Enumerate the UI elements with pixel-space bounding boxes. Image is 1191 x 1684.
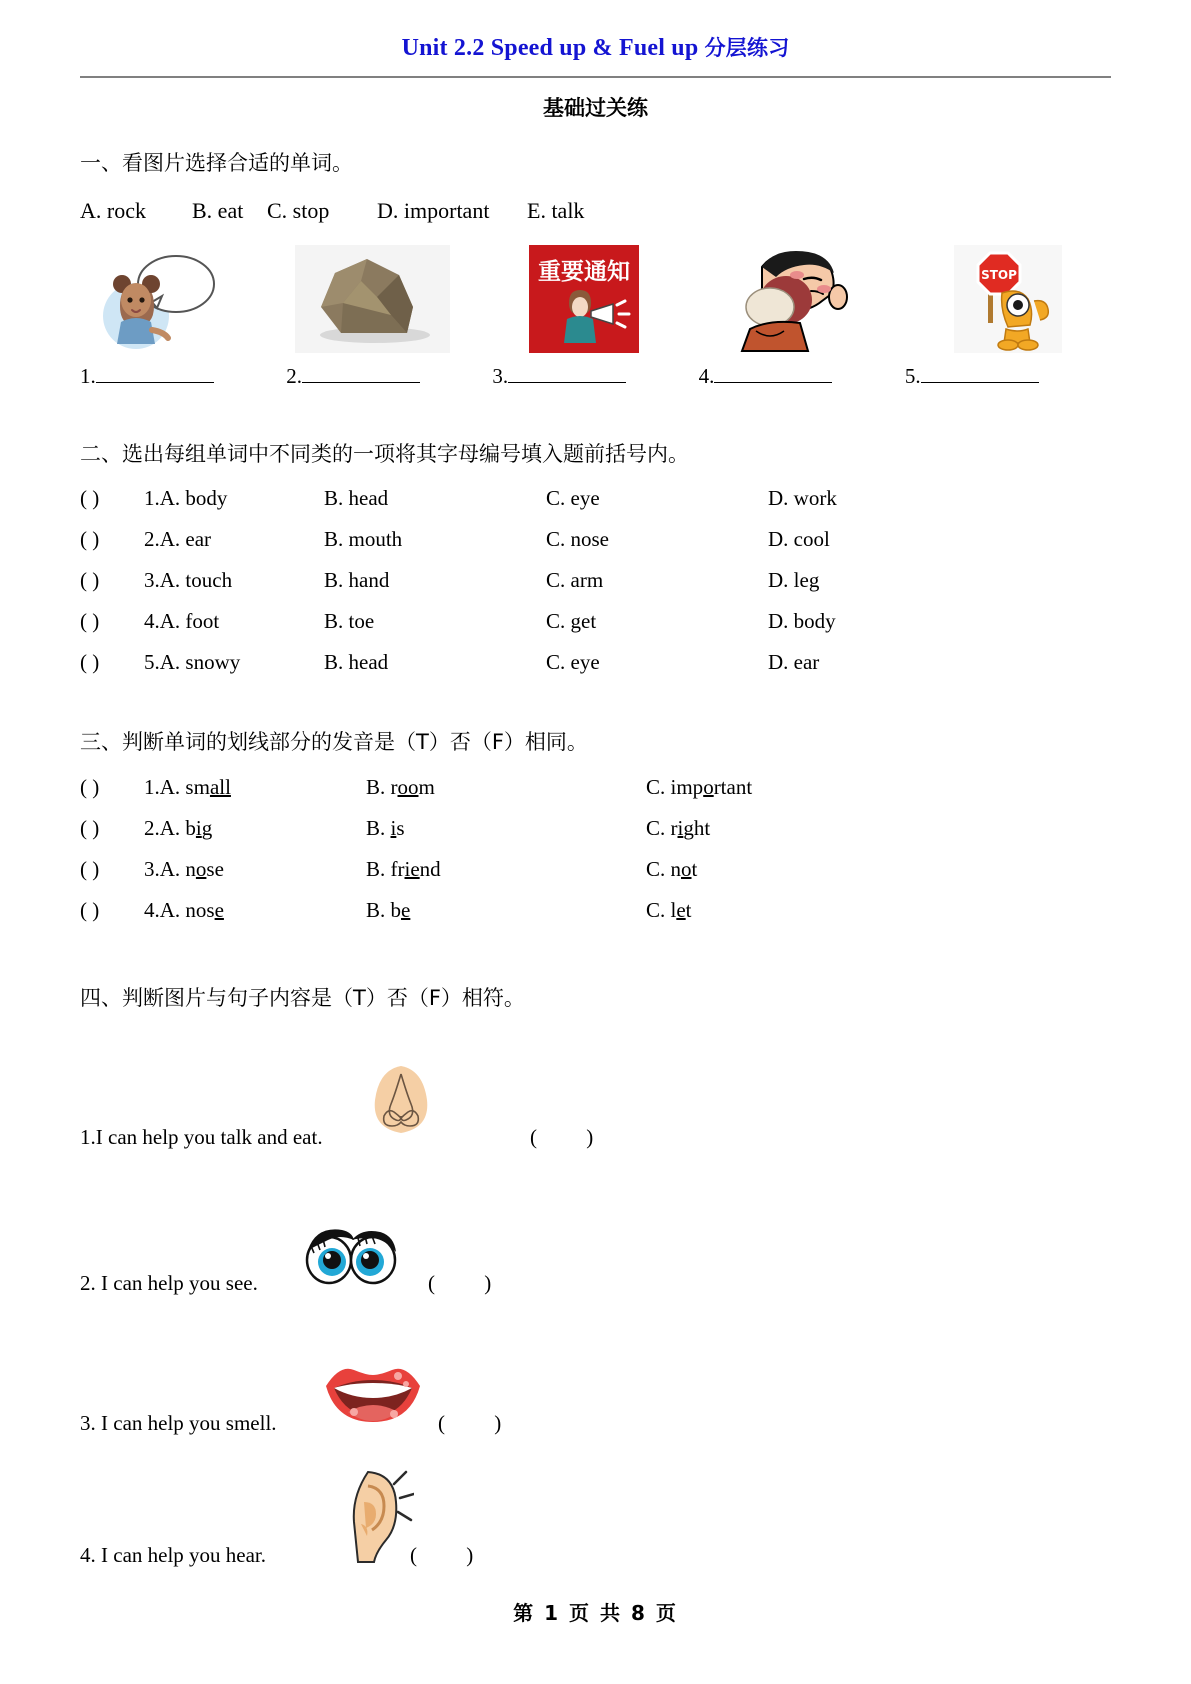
section-4-item-1	[80, 1032, 1111, 1150]
answer-blank-5-label: 5.	[904, 363, 921, 388]
word-option-d: D. important	[377, 197, 490, 223]
section-1-picture-row	[80, 242, 1111, 354]
girl-talking-speech-bubble-icon	[94, 244, 226, 354]
answer-blank-2-label: 2.	[286, 363, 302, 388]
answer-parenthesis[interactable]: ( )	[80, 650, 100, 674]
section-3-question-row	[80, 816, 1111, 841]
section-2-question-row	[80, 527, 1111, 552]
answer-parenthesis[interactable]: ( )	[410, 1543, 496, 1567]
eyes-icon	[302, 1216, 400, 1288]
header-divider	[80, 76, 1111, 78]
answer-parenthesis[interactable]: ( )	[80, 568, 100, 592]
question-2-2-option-b: B. mouth	[324, 527, 403, 551]
section-4-item-1-text: 1.I can help you talk and eat.	[80, 1125, 323, 1149]
section-4-item-3	[80, 1318, 1111, 1436]
section-1-word-options	[80, 198, 1111, 224]
question-3-4-option-c: C. let	[646, 897, 692, 922]
svg-text:重要通知: 重要通知	[538, 258, 630, 285]
answer-parenthesis[interactable]: ( )	[80, 897, 100, 922]
question-2-4-option-c: C. get	[546, 609, 597, 633]
answer-parenthesis[interactable]: ( )	[80, 486, 100, 510]
question-2-2-option-a: 2.A. ear	[144, 527, 212, 551]
question-2-1-option-c: C. eye	[546, 486, 600, 510]
section-2-question-row	[80, 486, 1111, 511]
answer-blank-4[interactable]	[699, 364, 905, 389]
answer-parenthesis[interactable]: ( )	[80, 856, 100, 881]
question-3-2-option-a: 2.A. big	[144, 815, 213, 840]
answer-blank-4-label: 4.	[698, 363, 715, 388]
word-option-e: E. talk	[527, 197, 585, 223]
question-2-5-option-c: C. eye	[546, 650, 600, 674]
answer-parenthesis[interactable]: ( )	[80, 527, 100, 551]
picture-1-cell	[80, 244, 240, 354]
stop-sign-character-icon	[954, 245, 1062, 353]
nose-icon	[370, 1064, 432, 1136]
section-4-item-4	[80, 1450, 1111, 1568]
page-footer: 第 1 页 共 8 页	[513, 1601, 678, 1625]
answer-parenthesis[interactable]: ( )	[530, 1125, 616, 1149]
question-2-5-option-d: D. ear	[768, 650, 820, 674]
answer-blank-1[interactable]	[80, 364, 286, 389]
word-option-a: A. rock	[80, 197, 146, 223]
question-2-3-option-d: D. leg	[768, 568, 820, 592]
question-3-3-option-a: 3.A. nose	[144, 856, 224, 881]
question-3-1-option-a: 1.A. small	[144, 774, 231, 799]
answer-parenthesis[interactable]: ( )	[80, 609, 100, 633]
question-3-3-option-b: B. friend	[366, 856, 441, 881]
section-4-item-2-text: 2. I can help you see.	[80, 1271, 258, 1295]
answer-blank-3-line[interactable]	[508, 368, 626, 383]
answer-parenthesis[interactable]: ( )	[438, 1411, 524, 1435]
question-3-1-option-c: C. important	[646, 774, 753, 799]
svg-text:STOP: STOP	[981, 267, 1017, 282]
question-3-4-option-a: 4.A. nose	[144, 897, 224, 922]
question-2-4-option-b: B. toe	[324, 609, 375, 633]
question-2-3-option-a: 3.A. touch	[144, 568, 233, 592]
question-3-1-option-b: B. room	[366, 774, 435, 799]
answer-blank-5[interactable]	[905, 364, 1111, 389]
section-3-question-row	[80, 898, 1111, 923]
section-1-heading: 一、看图片选择合适的单词。	[80, 151, 353, 175]
answer-blank-5-line[interactable]	[921, 368, 1039, 383]
question-2-3-option-c: C. arm	[546, 568, 604, 592]
word-option-c: C. stop	[267, 197, 330, 223]
answer-parenthesis[interactable]: ( )	[80, 774, 100, 799]
answer-blank-1-line[interactable]	[96, 368, 214, 383]
question-2-1-option-a: 1.A. body	[144, 486, 228, 510]
word-option-b: B. eat	[192, 197, 244, 223]
picture-2-cell	[292, 244, 452, 354]
section-2-question-row	[80, 568, 1111, 593]
answer-parenthesis[interactable]: ( )	[80, 815, 100, 840]
boy-eating-bun-icon	[726, 245, 866, 353]
answer-blank-4-line[interactable]	[714, 368, 832, 383]
question-3-2-option-b: B. is	[366, 815, 405, 840]
page-title-english: Unit 2.2 Speed up & Fuel up	[401, 35, 699, 61]
section-4-item-3-text: 3. I can help you smell.	[80, 1411, 277, 1435]
question-2-2-option-d: D. cool	[768, 527, 830, 551]
question-2-1-option-b: B. head	[324, 486, 389, 510]
section-2-question-row	[80, 650, 1111, 675]
question-3-3-option-c: C. not	[646, 856, 698, 881]
picture-3-cell	[504, 244, 664, 354]
question-2-5-option-a: 5.A. snowy	[144, 650, 241, 674]
answer-blank-3-label: 3.	[492, 363, 509, 388]
question-2-4-option-a: 4.A. foot	[144, 609, 220, 633]
question-2-3-option-b: B. hand	[324, 568, 390, 592]
answer-blank-1-label: 1.	[80, 363, 96, 388]
page-subtitle: 基础过关练	[543, 96, 648, 120]
question-3-4-option-b: B. be	[366, 897, 411, 922]
section-3-heading: 三、判断单词的划线部分的发音是（T）否（F）相同。	[80, 730, 588, 754]
section-2-heading: 二、选出每组单词中不同类的一项将其字母编号填入题前括号内。	[80, 441, 689, 466]
answer-blank-3[interactable]	[492, 364, 698, 389]
section-3-question-row	[80, 857, 1111, 882]
question-2-1-option-d: D. work	[768, 486, 837, 510]
picture-4-cell	[716, 244, 876, 354]
page-title-chinese: 分层练习	[704, 36, 790, 60]
question-3-2-option-c: C. right	[646, 815, 711, 840]
question-2-4-option-d: D. body	[768, 609, 836, 633]
section-4-item-4-text: 4. I can help you hear.	[80, 1543, 267, 1567]
section-2-question-row	[80, 609, 1111, 634]
important-notice-megaphone-icon	[529, 245, 639, 353]
section-1-answer-blanks	[80, 364, 1111, 389]
page-title	[80, 0, 1111, 68]
section-4-item-2	[80, 1178, 1111, 1296]
picture-5-cell	[928, 244, 1088, 354]
answer-blank-2-line[interactable]	[302, 368, 420, 383]
section-4-heading: 四、判断图片与句子内容是（T）否（F）相符。	[80, 985, 525, 1010]
mouth-icon	[320, 1350, 426, 1432]
question-2-5-option-b: B. head	[324, 650, 389, 674]
section-3-question-row	[80, 775, 1111, 800]
rock-icon	[295, 245, 450, 353]
answer-blank-2[interactable]	[286, 364, 492, 389]
question-2-2-option-c: C. nose	[546, 527, 609, 551]
ear-icon	[328, 1468, 414, 1564]
answer-parenthesis[interactable]: ( )	[428, 1271, 514, 1295]
